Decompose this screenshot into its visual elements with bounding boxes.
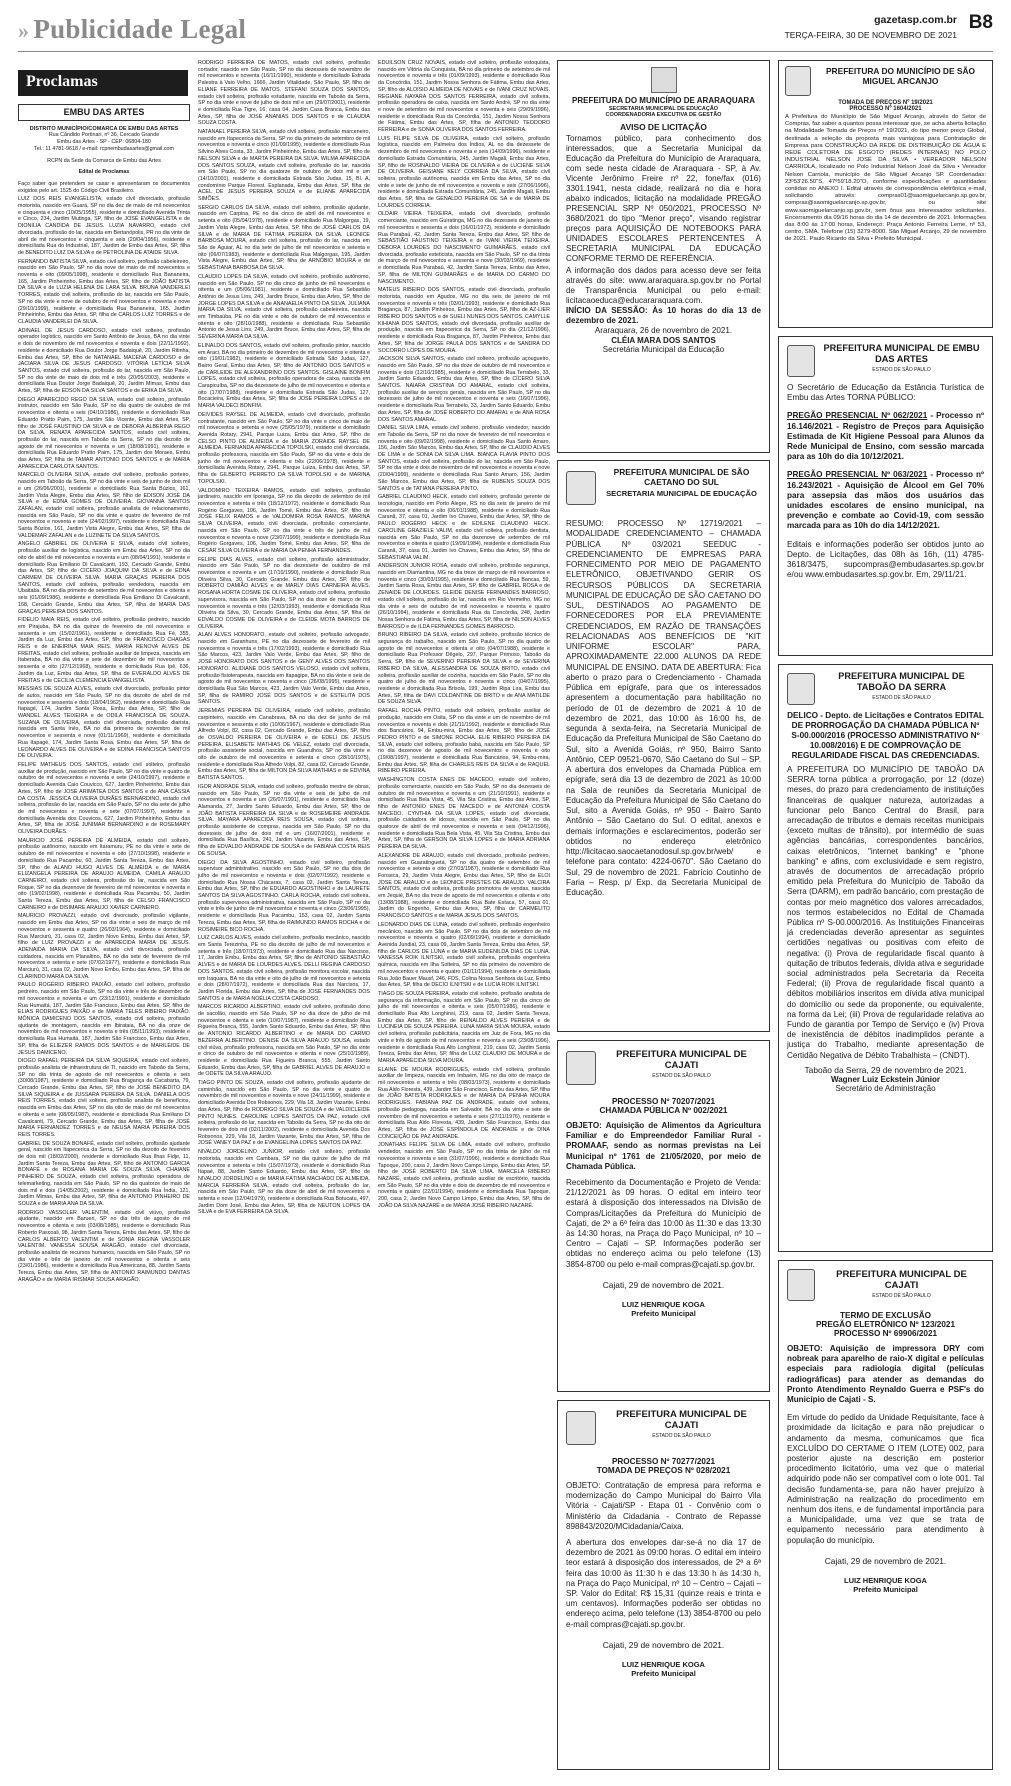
notice-body: RESUMO: PROCESSO Nº 12719/2021 – MODALIDADE CREDENCIAMENTO – CHAMADA PÚBLICA Nº 03/2021 SEEDUC - CREDENCIAMENTO DE EMPRESAS PARA FORNECIMENTO POR MEIO DE PAGAMENTO ELETRÔNICO, OBJETIVANDO GERIR OS RECURSOS PÚBLICOS DA SECRETARIA MUNICIPAL DE EDUCAÇÃO DE SÃO CAETANO DO SUL, DESTINADOS AO PAGAMENTO DE FORNECEDORES POR ELA PREVIAMENTE CREDENCIADOS, EM RAZÃO DE TRANSAÇÕES RELACIONADAS AOS BENEFÍCIOS DE "KIT UNIFORME ESCOLAR" PARA, APROXIMADAMENTE 22.000 ALUNOS DA REDE MUNICIPAL DE ENSINO. DATA DE ABERTURA: Fica aberto o prazo para o Credenciamento - Chamada Pública em epígrafe, para que os interessados apresentem a documentação para habilitação no período de 01 de dezembro de 2021 à 10 de dezembro de 2021, das 10:00 às 16:00 hs, de segunda à sexta-feira, na Secretaria Municipal de Educação da Prefeitura Municipal de São Caetano do Sul, sito a Avenida Goiás, nº 950, Bairro Santo Antônio, CEP 09521-0670, São Caetano do Sul – SP. A abertura dos envelopes da Chamada Pública em epígrafe, será dia 13 de dezembro de 2021 às 10:00 na Sala de reuniões da Secretaria Municipal de Educação da Prefeitura Municipal de São Caetano do Sul, sito a Avenida Goiás, nº 950 - Bairro Santo Antônio – São Caetano do Sul. O edital, anexos e demais informações e esclarecimentos, poderão ser obtidos no endereço eletrônico http://licitacao.saocaetanodosul.sp.gov.br/web/ e telefone para contato: 4224-0670". São Caetano do Sul, 29 de novembro de 2021. Fabrício Coutinho de Faria – Resp. p/ Exp. da Secretaria Municipal de Educação.: [566, 519, 761, 897]
list-item: MATEUS RIBEIRO DOS SANTOS, estado civil divorciado, profissão motorista, nascido em Agudos, MG no dia seis de janeiro de mil novecentos e noventa e três (03/01/1993), residente e domiciliado Rua Bragança, 87, Jardim Pinheiros, Embu das Artes, SP, filho de AZ-LIER RIBEIRO DOS SANTOS e de SUELI NUNES DOS SANTOS. CAMYLLE KIHIANA DOS SANTOS, estado civil divorciada, profissão auxiliar de produção, nascida em Itapecerica da Serra, SP no dia (21/12/1996), residente e domiciliada Rua Bragança, 87, Jardim Pinheiros, Embu das Artes, SP, filha de JORGE PAULA DOS SANTOS e de SANDRA DO SOCORRO LOPES DE MOURA.: [378, 287, 550, 354]
list-item: MESSIAS DE SOUZA ALVES, estado civil divorciado, profissão pintor de autos, nascido em São Paulo, SP no dia dezoito de abril de mil novecentos e sessenta e dois (18/04/1962), residente e domiciliado Rua Itapagé, 174, Jardim Santa Rosa, Embu das Artes, SP, filho de WANDEL ALVES TEIXEIRA e de ODILA FRANCISCA DE SOUZA. SUZANA DE OLIVEIRA, estado civil divorciada, profissão diarista, nascida em Santa Inês, BA no dia primeiro de novembro de mil novecentos e sessenta e nove (01/11/1969), residente e domiciliada Rua Itapagé, 174, Jardim Santa Rosa, Embu das Artes, SP, filha de LEONARDO ALVES DE OLIVEIRA e de EDINA FRANCISCA SANTOS DE OLIVEIRA.: [18, 686, 190, 760]
column-1-entries: [18, 196, 190, 1283]
list-item: FIDELIO MAIA REIS, estado civil solteiro, profissão pedreiro, nascido em Pirajuba, BA no dia quinze de fevereiro de mil novecentos e sessenta e um (15/02/1961), residente e domiciliado Rua Fé, 355, Jardim da Luz, Embu das Artes, SP, filho de FRANCISCO CHAGAS REIS e de ENEIRINA MAIA REIS. MARIA RENOVA ALVES DE FREITAS, estado civil solteira, profissão auxiliar de limpeza, nascida em Itaberaba, BA no dia vinte e sete de dezembro de mil novecentos e sessenta e oito (27/12/1968), residente e domiciliada Rua Ipê, 636, Jardim da Luz, Embu das Artes, SP, filha de EVERALDO ALVES DE FREITAS e de CECILIA CLEMENCIA EVANGELISTA.: [18, 617, 190, 684]
list-item: OLDAIR VIEIRA TEIXEIRA, estado civil divorciado, profissão comerciante, nascido em Guiratinga, MG no dia dezesseis de janeiro de mil novecentos e sessenta e dois (16/01/1972), residente e domiciliado Rua Parabaú, 42, Jardim Santa Tereza, Embu das Artes, SP, filho de SEBASTIÃO FAUSTINO TEIXEIRA e de IVANI VIEIRA TEIXEIRA. DÉBORA LOURDES DO NASCIMENTO GUIMARÃES, estado civil divorciada, profissão esteticista, nascida em São Paulo, SP no dia trinta de março de mil novecentos e sessenta e nove (30/03/1969), residente e domiciliada Rua Parabaú, 42, Jardim Santa Tereza, Embu das Artes, SP, filha de MILTON GUIMARÃES e de MARIA DO CARMO DO NASCIMENTO.: [378, 211, 550, 285]
list-item: LUIZ DOS REIS EVANGELISTA, estado civil divorciado, profissão motorista, nascido em Guará, SP no dia dez de maio de mil novecentos e cinquenta e cinco (10/05/1955), residente e domiciliado Avenida Trinta e Cinco, 234, Jardim Mutinga, SP, filho de JOSÉ EVANGELISTA e de DIONILIA CANDIDA DE JESUS. LUZIA NAVARRO, estado civil divorciada, profissão do lar, nascida em Bertanópolis, PR no dia vinte de abril de mil novecentos e cinquenta e seis (20/04/1956), residente e domiciliada Rua do Industrial, 187, Jardim de Embu das Artes, SP, filha de BENEDITO LUIZ DA SILVA e de PETROLINA DE ATAIDE SILVA.: [18, 196, 190, 256]
notice-heading: PREGÃO ELETRÔNICO Nº 123/2021: [815, 1320, 956, 1329]
notice-subtitle: SECRETARIA MUNICIPAL DE EDUCAÇÃO: [606, 489, 757, 498]
sao-miguel-crest-icon: [785, 66, 811, 96]
list-item: ALAN ALVES HONORATO, estado civil solteiro, profissão advogado, nascido em Garanhuns, PE no dia dezessete de fevereiro de mil novecentos e noventa e três (17/02/1993), residente e domiciliado Rua São Marcos, 423, Jardim Valo Verde, Embu das Artes, SP, filho de JOSÉ HONORATO DOS SANTOS e de GENY ALVES DOS SANTOS HONORATO. ALIDIANE DOS SANTOS VELOSO, estado civil solteira, profissão fisioterapeuta, nascida em Itapagipe, BA no dia vinte e seis de agosto de mil novecentos e noventa e cinco (26/08/1995), residente e domiciliada Rua São Marcos, 423, Jardim Valo Verde, Embu das Artes, SP, filha de RAMIRO JOSÉ DOS SANTOS e de ESTELITA DOS SANTOS.: [198, 632, 370, 706]
notice-state: ESTADO DE SÃO PAULO: [652, 1073, 711, 1079]
notice-body: Em virtude do pedido da Unidade Requisitante, face à proximidade da licitação e para não prejudicar o andamento da mesma, comunicamos que fica EXCLUÍDO DO CERTAME O ITEM (LOTE) 002, para posterior ajuste na descrição em posterior procedimento licitatório, uma vez que o material adquirido pode não ser compatível com o lote 001. Tal decisão fundamenta-se, para não haver prejuízo à Administração na realização do procedimento em nenhum dos itens, e de fundamental importância para a Municipalidade, uma vez que se trata de equipamento necessário para atendimento à população do município.: [787, 1413, 984, 1545]
sao-miguel-arcanjo-notice: [778, 60, 993, 328]
edital-title: Edital de Proclamas: [78, 169, 130, 176]
embu-prefeitura-notice: [778, 336, 993, 656]
list-item: BRUNO RIBEIRO DA SILVA, estado civil solteiro, profissão técnico de segurança do trabalho, nascido em São Paulo, SP no dia quatro de agosto de mil novecentos e oitenta e oito (04/07/1988), residente e domiciliado Rua Professor Dêgelo, 297, Parque Primoso, Taboão da Serra, SP, filho de SEVERINO PEREIRA DA SILVA e de SEVERINA RIBEIRO DA SILVA. ALESSANDRA DE SOUZA BRITO, estado civil solteira, profissão auxiliar de cozinha, nascida em São Paulo, SP no dia quatro de julho de mil novecentos e noventa e cinco (04/07/1995), residente e domiciliada Rua Brisola, 199, Jardim Ripa Lira, Embu das Artes, SP, filha de DAVI COLDANTINE DE BRITO e de ANA MATILDE DE SOUZA SILVA.: [378, 632, 550, 706]
list-item: ANDERSON JUNIOR ROSA, estado civil solteiro, profissão segurança, nascido em Diamantina, MG no dia treze de março de mil novecentos e noventa e cinco (30/03/1995), residente e domiciliado Rua Bancas, 59, Jardim Santa Rosa, Embu das Artes, SP, filho de GABRIEL ROSA e de ZENAIDE DE LOURDES. GLEIDE DENISE FERNANDES BARROSO, estado civil solteira, profissão do lar, nascida em Rio Vermelho, MG no dia vinte e seis de outubro de mil novecentos e noventa e quatro (26/10/1994), residente e domiciliada Rua da Concórdia, 248, Jardim Nossa Senhora de Fátima, Embu das Artes, SP, filha de NILSON ALVES BARROSO e de ILDA FERNANDES GOMES BARROSO.: [378, 563, 550, 630]
registry-office: DISTRITO MUNICÍPIO/COMARCA DE EMBU DAS ARTES: [29, 125, 179, 132]
notice-date: Cajati, 29 de novembro de 2021.: [602, 1639, 725, 1650]
registry-rcpn: RCPN da Sede da Comarca de Embu das Artes: [47, 157, 161, 164]
notice-body: Tornamos público, para conhecimento dos interessados, que a Secretaria Municipal da Educação da Prefeitura do Município de Araraquara, com sede nesta cidade de Araraquara - SP, à Av. Vicente Jerônimo Freire nº 22, fone/fax (016) 3301.1941, nesta cidade, realizará no dia e hora abaixo indicados, licitação na modalidade PREGÃO PRESENCIAL SRP Nº 050/2021, PROCESSO Nº 3680/2021 do tipo "Menor preço", visando registrar preços para AQUISIÇÃO DE NOTEBOOKS PARA UNIDADES ESCOLARES PERTENCENTES À SECRETARIA MUNICIPAL DA EDUCAÇÃO CONFORME TERMO DE REFERÊNCIA.: [566, 133, 761, 263]
list-item: RAFAEL ROCHA PINTO, estado civil solteiro, profissão auxiliar de produção, nascido em Osita, SP no dia vinte e um de novembro de mil novecentos e noventa e dois (21/11/1992), residente e domiciliado Rua dos Bancários, 94, Embu-mira, Embu das Artes, SP, filho de JOSÉ PEDRO PINTO e de SIMONE ROCHA. ELIE RIBEIRO PEREIRA DA SILVA, estado civil solteira, profissão babá, nascida em São Paulo, SP no dia dezenove de agosto de mil novecentos e noventa e oito (19/08/1997), residente e domiciliada Rua Bancários, 94, Embu-mira, Embu das Artes, SP, filha de CHARLES REIS DA SILVA e de RAQUEL RIBEIRO PEREIRA.: [378, 708, 550, 775]
list-item: FERNANDO BATISTA SILVA, estado civil solteiro, profissão cabeleireiro, nascido em São Paulo, SP no dia nove de maio de mil novecentos e noventa e oito (09/05/1998), residente e domiciliado Rua Bananeira, 165, Jardim Pinheirinho, Embu das Artes, SP, filho de JOÃO BATISTA DA SILVA e de LUZIA HELENA DE LARA SILVA. BRUNA VANDERLEI TORRES, estado civil solteira, profissão do lar, nascida em São Paulo, SP no dia vinte e nove de outubro de mil novecentos e noventa e nove (29/10/1999), residente e domiciliada Rua Bananeira, 165, Jardim Pinheirinho, Embu das Artes, SP, filha de CARLOS LUIZ TORRES e de CLAUDIA VANDERLEI DA SILVA.: [18, 258, 190, 325]
taboao-notice: [778, 664, 993, 1252]
notice-body: A PREFEITURA DO MUNICÍPIO DE TABOÃO DA SERRA torna pública a prorrogação, por 12 (doze) meses, do prazo para credenciamento de instituições financeiras de qualquer natureza, autorizadas a funcionar pelo Banco Central do Brasil, para arrecadação de tributos e demais receitas municipais (exceto multas de trânsito), por intermédio de suas agências bancárias, correspondentes bancários, caixas eletrônicos, "internet banking" e "phone banking" e afins, com exclusividade e sem registro, através de documentos de arrecadação próprio emitido pela Prefeitura do Município de Taboão da Serra (DARM), em padrão bancário, com prestação de contas por meio magnético dos valores arrecadados, nos termos estabelecidos no Edital de Chamada Pública nº S-00.000/2016. As Instituições Financeiras já credenciadas deverão apresentar as seguintes certidões negativas ou positivas com efeito de negativa: (i) Prova de regularidade fiscal quanto à quitação de tributos federais, dívida ativa e seguridade social administrados pela Secretaria da Receita Federal; (ii) Prova de regularidade fiscal quanto a débitos mobiliários inscritos em dívida ativa municipal do domicílio ou sede da proponente, ou equivalente, na forma da Lei; (iii) Prova de regularidade relativa ao Fundo de garantia por Tempo de Serviço e (iv) Prova de inexistência de débitos inadimplidos perante a justiça do Trabalho, mediante apresentação de Certidão Negativa de Débito Trabalhista – (CNDT).: [787, 765, 984, 1060]
notice-signer: LUIZ HENRIQUE KOGA: [844, 1576, 927, 1586]
edital-intro: Faço saber que pretendem se casar e apresentaram os documentos exigidos pelo art. 1525 do Código Civil Brasileiro.: [18, 180, 190, 194]
list-item: RODRIGO VASSOLER VALENTIM, estado civil viúvo, profissão ajudante, nascido em Barueri, SP no dia três de agosto de mil novecentos e oitenta e seis (03/08/1985), residente e domiciliado Rua Roberto Pascoali, 98, Jardim Santa Tereza, Embu das Artes, SP, filho de CARLOS ALBERTO VALENTIM e de SONIA REGINA VASSOLER VALENTIM. VANESSA SOUSA ARAGÃO, estado civil divorciada, profissão analista de recursos humanos, nascida em São Paulo, SP no dia vinte e três de janeiro de mil novecentos e oitenta e seis (23/01/1986), residente e domiciliada Rua Americana, 88, Jardim Santa Tereza, Embu das Artes, SP, filha de ANTONIO RAIMUNDO DANTAS ARAGÃO e de MARIA IRISMAR SOUSA ARAGÃO.: [18, 1209, 190, 1283]
list-item: IGOR ANDRADE SILVA, estado civil solteiro, profissão mestre de obras, nascido em São Paulo, SP no dia vinte e seis de julho de mil novecentos e noventa e um (26/07/1991), residente e domiciliado Rua Alamanda, 27, Jardim Santo Eduardo, Embu das Artes, SP, filho de JOÃO BATISTA FERREIRA DA SILVA e de ROSEMEIRE ANDRADE SILVA. MAYARA APARECIDA REIS SOUSA, estado civil solteira, profissão assistente de compras, nascida em São Paulo, SP no dia dezesseis de julho de dois mil e um (16/07/2001), residente e domiciliada Rua Basílica, 241, Jardim Vazante, Embu das Artes, SP, filha de EDVALDO ANDRADE DE SOUSA e de FABIANA COSTA REIS DE SOUSA.: [198, 783, 370, 857]
pregao-063-body: - Processo nº 16.243/2021 - Aquisição de Álcool em Gel 70% para assepsia das mãos dos usuários das unidades escolares de ensino municipal, na prevenção e combate ao Covid-19, com sessão marcada para as 10h do dia 14/12/2021.: [787, 470, 985, 531]
list-item: TIAGO DE SOUZA PEREIRA, estado civil solteiro, profissão analista de segurança da informação, nascido em São Paulo, SP no dia cinco de julho de mil novecentos e oitenta e seis (05/07/1986), residente e domiciliado Rua Alto Longhinsi, 219, casa 02, Jardim Santa Tereza, Embu das Artes, SP, filho de REINALDO ALVES PEREIRA e de LUCINEIA DE SOUZA PEREIRA. LUNA MARIA SILVA MOURA, estado civil solteira, profissão publicitária, nascida em Juiz de Fora, MG no dia vinte e três de agosto de mil novecentos e noventa e seis (23/08/1996), residente e domiciliada Rua Alto Longhinsi, 219, casa 02, Jardim Santa Tereza, Embu das Artes, SP, filha de LUIZ CLAUDIO DE MOURA e de MARIA APARECIDA SILVA MOURA.: [378, 990, 550, 1064]
notice-title: PREFEITURA DO MUNICÍPIO DE ARARAQUARA: [572, 96, 755, 105]
notice-title: PREFEITURA MUNICIPAL DE CAJATI: [616, 1049, 747, 1071]
list-item: LUIZ CARLOS ALVES, estado civil solteiro, profissão mecânico, nascido em Santa Terezinha, PE no dia dezoito de julho de mil novecentos e setenta e três (18/07/1973), residente e domiciliado Rua das Narcisos, 17, Jardim Embu, Embu das Artes, SP, filho de ANTONIO SEBASTIÃO ALVES e de MARIA DE LOURDES ALVES. DELLI REGINA CARDOSO DOS SANTOS, estado civil solteira, profissão monitora escolar, nascida em Iraquara, BA no dia vinte e oito de julho de mil novecentos e setenta e dois (28/07/1972), residente e domiciliada Rua das Narcisos, 17, Jardim Florida, Embu das Artes, SP, filha de JOSÉ FERNANDES DOS SANTOS e de MARIA NOÉLIA COSTA CARDOSO.: [198, 935, 370, 1002]
notice-heading: DELICO - Depto. de Licitações e Contratos EDITAL DE PRORROGAÇÃO DA CHAMADA PÚBLICA Nº S-00.000/2016 (PROCESSO ADMINISTRATIVO Nº 10.008/2016) E DE COMPROVAÇÃO DE REGULARIDADE FISCAL DAS CREDENCIADAS.: [787, 711, 984, 760]
notice-process: PROCESSO Nº 70207/2021: [611, 1097, 716, 1106]
registry-contact: Tel.: 11 4781-9618 / e-mail: rcpnembudasartes@gmail.com: [34, 145, 174, 152]
sao-caetano-crest-icon: [566, 471, 596, 505]
list-item: JACKSON SILVA SANTOS, estado civil solteiro, profissão açougueiro, nascido em São Paulo, SP no dia doze de outubro de mil novecentos e noventa e dois (12/10/1985), residente e domiciliado Rua Terrabelo, 33, Jardim Santo Eduardo, Embu das Artes, SP, filho de CÍCERO SILVA SANTOS. NAIARA CRISTINA DO AMARAL, estado civil solteira, profissão auxiliar de serviços gerais, nascida em São Paulo, SP no dia dezesseis de julho de mil novecentos e noventa e seis (16/07/1996), residente e domiciliada Rua Terrabelo, 33, Jardim Santo Eduardo, Embu das Artes, SP, filha de JOSÉ ROBERTO DO AMARAL e de ANA ROSA DOS SANTOS AMARAL.: [378, 356, 550, 423]
list-item: GABRIEL DE SOUZA BONAFÉ, estado civil solteiro, profissão ajudante geral, nascido em Itapecerica da Serra, SP no dia dezoito de fevereiro de dois mil (18/02/2000), residente e domiciliado Rua Ilhas Fidje, 11, Jardim Santa Tereza, Embu das Artes, SP, filho de ANTONIO GARCIA BONAFÉ e de ROSANA MARIA DE SOUZA SILVA. CHAIANE PINHEIRO DE SOUZA, estado civil solteira, profissão operadora de telemarketing, nascida em São Paulo, SP no dia quatorze de maio de dois mil e dois (14/05/2002), residente e domiciliada Rua Índia, 121, Jardim Mimas, Embu das Artes, SP, filha de ANTONIO PINHEIRO DE SOUZA e de MARIA ANA DA SILVA.: [18, 1140, 190, 1207]
notice-session: INÍCIO DA SESSÃO: Às 10 horas do dia 13 de dezembro de 2021.: [566, 305, 761, 325]
list-item: DIEGO DA SILVA AGOSTINHO, estado civil solteiro, profissão supervisor administrativo, nascido em São Paulo, SP no dia dois de julho de mil novecentos e noventa e dois (02/07/1992), residente e domiciliado Rua Nossa Chácaras, 7, casa 02, Jardim Santa Tereza, Embu das Artes, SP, filho de EDUARDO AGOSTINHO e de LAURETE SANTOS DA SILVA AGOSTINHO. CARLA ROCHA, estado civil solteira, profissão supervisora administrativa, nascida em São Paulo, SP no dia vinte e três de junho de mil novecentos e noventa e cinco (23/06/1995), residente e domiciliada Rua Pacambu, 153, casa 02, Jardim Santa Tereza, Embu das Artes, SP, filha de RAIMUNDO RAMOS ROCHA e de ROSIMEIRE BICO ROCHA.: [198, 859, 370, 933]
list-item: WASHINGTON COSTA ENES DE MACEDO, estado civil solteiro, profissão comerciante, nascido em São Paulo, SP no dia dezesseis de outubro de mil novecentos e noventa e um (21/10/1991), residente e domiciliado Rua Bela Vista, 45, Vila Sta Cristina, Embu das Artes, SP, filho de ANTONIO ENES DE MACEDO e de ANTONIA COSTA MACEDO. CYNTHIA DA SILVA LOPES, estado civil divorciada, profissão cuidadora de idosos, nascida em São Paulo, SP no dia quatorze de abril de mil novecentos e noventa e seis (04/12/1996), residente e domiciliada Rua Bela Vista, 45, Vila Sta Cristina, Embu das Artes, SP, filha de GERSON DA SILVA LOPES e de MARIA ADRIANA PEREIRA DA SILVA.: [378, 777, 550, 851]
notice-heading: AVISO DE LICITAÇÃO: [620, 121, 707, 132]
notice-heading: PROCESSO Nº 69906/2021: [833, 1329, 938, 1338]
proclamas-column-1: [18, 102, 190, 1770]
list-item: LEONARDO DIAS DE LUNA, estado civil solteiro, profissão engenheiro mecânico, nascido em São Paulo, SP no dia dois de setembro de mil novecentos e noventa e quatro (02/09/1994), residente e domiciliado Avenida Jundiaí, 23, casa 09, Jardim Santa Tereza, Embu das Artes, SP, filho de CARLOS DE LUNA e de MARIA EUDENILDA DIAS DE LUNA. VANESSA ROIK ILNITSKI, estado civil solteira, profissão engenheira química, nascida em Ilha Solteira, SP no dia primeiro de novembro de mil novecentos e noventa e quatro (01/11/1994), residente e domiciliada Rua João Bauer Mausf, 246, FDS, Colina Nossa Senhora da Luz, Embu das Artes, SP, filha de DECIO ILNITSKI e de LUCIA ROIK ILNITSKI.: [378, 921, 550, 989]
notice-date: Cajati, 29 de novembro de 2021.: [602, 1279, 725, 1290]
notice-signer: CLÉIA MARA DOS SANTOS: [611, 335, 716, 345]
notice-title: PREFEITURA MUNICIPAL DE SÃO CAETANO DO SUL: [613, 467, 750, 487]
list-item: JONATHAS FELIPE SILVA DE LIMA, estado civil solteiro, profissão vendedor, nascido em São Paulo, SP no dia trinta de julho de mil novecentos e noventa e seis (31/07/1996), residente e domiciliado Rua Tapoque, 200, casa 2, Jardim Novo Campo Limpo, Embu das Artes, SP, filho de JOSÉ ROBERTO DA SILVA LIMA. MARCELA RIBEIRO NAZARÉ, estado civil solteira, profissão auxiliar de escritório, nascida em São Paulo, SP no dia vinte e dois de dezembro de mil novecentos e noventa e quatro (22/01/1994), residente e domiciliada Rua Tapoque, 200, casa 2, Jardim Novo Campo Limpo, Embu das Artes, SP, filha de JOÃO DA SILVA NAZARÉ e de MARIA JOSÉ RIBEIRO NAZARÉ.: [378, 1142, 550, 1209]
notice-body: Recebimento da Documentação e Projeto de Venda: 21/12/2021 às 09 horas. O edital em inteiro teor estará à disposição dos interessados na Divisão de Compras/Licitações da Prefeitura do Município de Cajati, de 2ª a 6ª feira das 10:00 às 11:30 e das 13:30 às 14:30 horas, na Praça do Paço Municipal, nº 10 – Centro – Cajati – SP. Informações poderão ser obtidas no endereço acima ou pelo telefone (13) 3854-8700 ou pelo e-mail compras@cajati.sp.gov.br.: [566, 1178, 761, 1269]
pregao-063-title: PREGÃO PRESENCIAL Nº 063/2021: [787, 470, 928, 480]
list-item: PAULO ROGÉRIO RIBEIRO PAIXÃO, estado civil solteiro, profissão pedreiro, nascido em São Paulo, SP no dia vinte e três de dezembro de mil novecentos e noventa e um (23/12/1991), residente e domiciliado Rua Humaitá, 187, Jardim São Francisco, Embu das Artes, SP, filho de ELIAS RODRIGUES PAIXÃO e de MARIA TELES RIBEIRO PAIXÃO. MÔNICA DAMICENO DOS SANTOS, estado civil solteira, profissão ajudante de montagem, nascida em Ibirataia, BA no dia onze de novembro de mil novecentos e noventa e três (05/11/1993), residente e domiciliada Rua Humaitá, 187, Jardim São Francisco, Embu das Artes, SP, filha de ELIEZER RAMOS DOS SANTOS e de MARILEIDE DE JESUS DAMICENO.: [18, 982, 190, 1056]
pregao-063: [787, 470, 984, 531]
notice-role: Prefeito Municipal: [631, 1669, 696, 1679]
list-item: LUIS FILIPE SILVA DE OLIVEIRA, estado civil solteiro, profissão logística, nascido em Palmeira dos Índios, AL no dia dezessete de dezembro de mil novecentos e noventa e seis (14/09/1996), residente e domiciliado Estrada Comunitária, 245, Jardim Magali, Embu das Artes, SP, filho de ROSINALDO VIEIRA DE OLIVEIRA e de LUCIENE SILVA DE OLIVEIRA. GEISIANE KELY CORREIA DA SILVA, estado civil solteira, profissão autônoma, nascida em Embu das Artes, SP no dia vinte e sete de junho de mil novecentos e noventa e seis (27/06/1996), residente e domiciliada Estrada Comunitária, 245, Jardim Magali, Embu das Artes, SP, filha de GENALDO PEREIRA DE SÁ e de MARIA DE LOURDES CORREIA.: [378, 135, 550, 209]
pregao-062-title: PREGÃO PRESENCIAL Nº 062/2021: [787, 411, 928, 421]
cajati-crest-icon: [566, 1411, 596, 1445]
notice-intro: O Secretário de Educação da Estância Turística de Embu das Artes TORNA PÚBLICO:: [787, 383, 984, 403]
notice-title: PREFEITURA MUNICIPAL DE TABOÃO DA SERRA: [838, 671, 965, 692]
notice-tp: TOMADA DE PREÇOS Nº 19/2021: [838, 100, 933, 106]
notice-state: ESTADO DE SÃO PAULO: [872, 367, 931, 373]
list-item: ELAINE DE MOURA RODRIGUES, estado civil solteira, profissão auxiliar de limpeza, nascida em Imbaém, MG no dia oito de março de mil novecentos e setenta e três (08/03/1973), residente e domiciliada Rua Aldo Floresta, 439, Jardim São Francisco, Embu das Artes, SP, filha de JOÃO BATISTA RODRIGUES e de MARIA DA PENHA MOURA RODRIGUES. FABIANA PAZ DE ANDRADE, estado civil solteira, profissão pedagoga, nascida em Salvador, BA no dia vinte e sete de novembro de mil novecentos e setenta e seis (27/11/1976), residente e domiciliada Rua Aldo Floresta, 439, Jardim São Francisco, Embu das Artes, SP, filha de JOSÉ ESPÍNDOLA DE ANDRADE e de DINA CONCEIÇÃO DE PAZ ANDRADE.: [378, 1066, 550, 1140]
notice-call: TOMADA DE PREÇOS Nº 028/2021: [596, 1466, 731, 1475]
notice-state: ESTADO DE SÃO PAULO: [652, 1433, 711, 1439]
list-item: EDUILSON CRUZ NOVAIS, estado civil solteiro, profissão estoquista, nascido em Vitória da Conquista, BA no dia primeiro de setembro de mil novecentos e noventa e três (01/09/1993), residente e domiciliado Rua da Concórdia, 151, Jardim Nossa Senhora de Fátima, Embu das Artes, SP, filho de ALOISIO ALMEIDA DE NOVAIS e de IVANI CRUZ NOVAIS. REGIANE NAYARA DOS SANTOS FERREIRA, estado civil solteira, profissão operadora de caixa, nascida em Santo André, SP no dia vinte e nove de setembro de mil novecentos e noventa e seis (29/09/1996), residente e domiciliada Rua da Concórdia, 151, Jardim Nossa Senhora de Fátima, Embu das Artes, SP, filha de ANTONIO TEODORO FERREIRA e de SONIA OLIVEIRA DOS SANTOS FERREIRA.: [378, 60, 550, 134]
notice-role: Secretário de Administração: [835, 1084, 936, 1094]
pregao-062-body: - Processo nº 16.146/2021 - Registro de Preços para Aquisição Estimada de Kit Higiene Pessoal para Alunos da Rede Municipal de Ensino, com sessão marcada para as 10h do dia 10/12/2021.: [787, 411, 985, 462]
notice-heading: TERMO DE EXCLUSÃO: [840, 1311, 931, 1320]
list-item: GABRIEL CLAUDINO HECK, estado civil solteiro, profissão gerente de tecnologia, nascido em Porto Alegre, RS no dia seis de janeiro de mil novecentos e oitenta e oito (06/01/1988), residente e domiciliado Rua Caranã, 37, casa 01, Jardim Ivo Chaves, Embu das Artes, SP, filho de PAULO ROGÉRIO HECK e de EDILENE CLAUDINO HECK. CAROLINE GRAZIELE VALIM, estado civil solteira, profissão dentista, nascida em São Paulo, SP no dia dezenove de setembro de mil novecentos e oitenta e quatro (19/09/1984), residente e domiciliada Rua Caranã, 37, casa 01, Jardim Ivo Chaves, Embu das Artes, SP, filha de SEBASTIANA VALIM.: [378, 494, 550, 561]
list-item: SERGIO CARLOS DA SILVA, estado civil solteiro, profissão ajudante, nascido em Carpina, PE no dia cinco de abril de mil novecentos e setenta e oito (05/04/1978), residente e domiciliado Rua Malgorgas, 19, Jardim Vista Alegre, Embu das Artes, SP, filho de JOSÉ CARLOS DA SILVA e de MARIA DE FÁTIMA PEREIRA DA SILVA. LEONICE BARBOSA MOURA, estado civil solteira, profissão do lar, nascida em São de Aguiar, AL no dia sete de julho de mil novecentos e setenta e oito (06/07/1983), residente e domiciliada Rua Malgorgas, 195, Jardim Vista Alegre, Embu das Artes, SP, filha de ARNÓBIO MOURA e de SEBASTIANA BARBOSA DA SILVA.: [198, 204, 370, 272]
proclamas-column-2: [198, 60, 370, 1770]
notice-title: PREFEITURA MUNICIPAL DE CAJATI: [836, 1269, 967, 1291]
araraquara-notice: [557, 60, 770, 453]
notice-signer: LUIZ HENRIQUE KOGA: [622, 1300, 705, 1310]
notice-signer: Wagner Luiz Eckstein Júnior: [830, 1075, 941, 1085]
notice-date: Araraquara, 26 de novembro de 2021.: [594, 325, 733, 335]
list-item: FELIPE DIAS ALVES, estado civil solteiro, profissão administrador, nascido em São Paulo, SP no dia dezessete de outubro de mil novecentos e noventa e um (17/10/1990), residente e domiciliado Rua Oliveira Silva, 30, Cercado Grande, Embu das Artes, SP, filho de ROBERTO DAMIÃO ALVES e de MARLY DIAS CARNEIRA ALVES. ROSANA HORTA COSME DE OLIVEIRA, estado civil solteira, profissão supervisora, nascida em São Paulo, SP no dia doze de março de mil novecentos e noventa e três (12/03/1993), residente e domiciliada Rua Oliveira da Silva, 30, Cercado Grande, Embu das Artes, SP, filha de EDVALDO COSME DE OLIVEIRA e de CLEIDE MOTA BARROS DE OLIVEIRA.: [198, 556, 370, 630]
notice-state: ESTADO DE SÃO PAULO: [872, 695, 931, 701]
notice-role: Secretária Municipal da Educação: [602, 344, 725, 354]
notice-title: PREFEITURA DO MUNICÍPIO DE SÃO MIGUEL ARCANJO: [825, 66, 976, 86]
site-url: gazetasp.com.br: [874, 14, 957, 26]
cajati-tomada-notice: [557, 1400, 770, 1770]
double-chevron-icon: »: [18, 18, 30, 43]
embu-crest-icon: [787, 345, 815, 377]
cajati-crest-icon: [787, 1269, 815, 1301]
list-item: DANIEL SILVA LIMA, estado civil solteiro, profissão vendedor, nascido em Taboão da Serra, SP no dia nove de fevereiro de mil novecentos e noventa e oito (09/02/1998), residente e domiciliado Rua Santo Amaro, 156, Jardim São Marcos, Embu das Artes, SP, filho de CLAUDIO ALVES DE LIMA e de SONIA DA SILVA LIMA. BIANCA FLAVIA PINTO DOS SANTOS, estado civil solteira, profissão do lar, nascida em São Paulo, SP no dia vinte e dois de novembro de mil novecentos e noventa e nove (20/04/1999), residente e domiciliada Rua Santo Amaro, 156, Jardim São Marcos, Embu das Artes, SP, filha de RUBENS SOUZA DOS SANTOS e de TATIANA PEREIRA PINTO.: [378, 425, 550, 492]
list-item: JEREMIAS PEREIRA DE OLIVEIRA, estado civil solteiro, profissão carpinteiro, nascido em Canabrava, BA no dia dez de junho de mil novecentos e sessenta e oito (10/06/1967), residente e domiciliado Rua Alfredo Volpi, 82, casa 02, Cercado Grande, Embu das Artes, SP, filho de OSVALDO PEREIRA DE OLIVEIRA e de EDELI DE JESUS PEREIRA. ELISABETE MATHIAS DE VELEZ, estado civil divorciada, profissão assistente social, nascida em Guarulhos, SP no dia vinte e oito de outubro de mil novecentos e setenta e cinco (28/10/1975), residente e domiciliada Rua Alfredo Volpi, 82, casa 02, Cercado Grande, Embu das Artes, SP, filha de MILTON DA SILVA MATHIAS e de EDVINA BATISTA SANTOS.: [198, 708, 370, 782]
cajati-exclusao-notice: [778, 1260, 993, 1770]
cajati-chamada-notice: [557, 1040, 770, 1392]
list-item: DIEGO APARECIDO REGO DA SILVA, estado civil solteiro, profissão instrutor, nascido em São Paulo, SP no dia quatro de outubro de mil novecentos e oitenta e seis (04/10/1986), residente e domiciliado Rua Eduardo Pratto Paim, 175, Jardim São Vicente, Embu das Artes, SP, filho de JOSÉ FAUSTINO DA SILVA e de DEBORA ALBERINA REGO DA SILVA. RENATA APARECIDA SANTOS, estado civil solteira, profissão do lar, nascida em Taboão da Serra, SP no dia dezoito de agosto de mil novecentos e noventa e um (18/08/1991), residente e domiciliada Rua Eduardo Pratto Paim, 175, Jardim dos Moraes, Embu das Artes, SP, filha de TAMAR ANTONIO DOS SANTOS e de MARIA APARECIDA CARLOTA SANTOS.: [18, 396, 190, 470]
list-item: MARCOS RICARDO ALBERTINO, estado civil solteiro, profissão dono de sacolão, nascido em São Paulo, SP no dia doze de julho de mil novecentos e oitenta e sete (10/07/1987), residente e domiciliado Rua Figueira Branca, 555, Jardim Santo Eduardo, Embu das Artes, SP, filho de ANTONIO RICARDO ALBERTINO e de MARIA DO CARMO BEZERRA ALBERTINO. DENISE DA SILVA ARAUJO SOUSA, estado civil viúva, profissão professora, nascida em São Paulo, SP no dia vinte e cinco de outubro de mil novecentos e oitenta e nove (25/10/1989), residente e domiciliada Rua Figueira Branca, 555, Jardim Santo Eduardo, Embu das Artes, SP, filha de GABRIEL ALVES DE ARAUJO e de ODETE DA SILVA ARAUJO.: [198, 1004, 370, 1078]
list-item: RODRIGO FERREIRA DE MATOS, estado civil solteiro, profissão cortador, nascido em São Paulo, SP no dia dezesseis de novembro de mil novecentos e noventa (16/11/1990), residente e domiciliado Estrada Palestra à Vaio Velho, 1666, Jardim Vitalidade, São Paulo, SP, filho de ELIANE FERREIRA DE MATOS. STEFANI SOUZA DOS SANTOS, estado civil solteira, profissão estudante, nascida em Taboão da Serra, SP no dia vinte e nove de julho de dois mil e um (29/07/2001), residente e domiciliada Rua Tigre, 16, casa 04, Jardim Casa Branca, Embu das Artes, SP, filha de JOSÉ ANANIAS DOS SANTOS e de CLAUDIA SOUZA COSTA.: [198, 60, 370, 127]
list-item: FELIPE MATHEUS DOS SANTOS, estado civil solteiro, profissão auxiliar de produção, nascido em São Paulo, SP no dia vinte e quatro de outubro de mil novecentos e noventa e sete (24/10/1997), residente e domiciliado Avenida Caio Couvicco, 627, Jardim Pinheirinho, Embu das Artes, SP, filho de JOSÉ ARIMATEA DOS SANTOS e de ANA CÁSSIA DA COSTA. JESSICA OLIVEIRA DURÃES BERNARDINO, estado civil solteira, profissão do lar, nascida em São Paulo, SP no dia sete de julho de mil novecentos e noventa e sete (07/07/1997), residente e domiciliada Avenida dos Couvicos, 627, Jardim Pinheirinho, Embu das Artes, SP, filha de JOSÉ JUNIMAR BERNARDINO e de ROSEMARY OLIVEIRA DURÃES.: [18, 761, 190, 836]
notice-object: OBJETO: Contratação de empresa para reforma e modernização do Campo Municipal do Bairro Vila Vitória - Cajati/SP - Etapa 01 - Convênio com o Ministério da Cidadania - Contrato de Repasse 898843/2020/MCidadania/Caixa.: [566, 1481, 761, 1531]
list-item: DEIVIDES RAYSEL DE ALMEIDA, estado civil divorciado, profissão contratante, nascido em São Paulo, SP no dia vinte e cinco de maio de mil novecentos e setenta e nove (25/05/1979), residente e domiciliado Avenida Rotary, 2941, Parque Luiza, Embu das Artes, SP, filho de CELSO PINTO DE ALMEIDA e de MARIA ZORAIDE RAYSEL DE ALMEIDA. FERNANDA APARECIDA TOPOLSKI, estado civil divorciada, profissão professora, nascida em São Paulo, SP no dia vinte e dois de junho de mil novecentos e oitenta e três (22/06/1978), residente e domiciliada Avenida Rotary, 2941, Parque Luiza, Embu das Artes, SP, filha de GILBERTO PERRETO DA SILVA TOPOLSKI e de MARINA TOPOLSKI.: [198, 411, 370, 485]
notice-footer: Editais e informações poderão ser obtidos junto ao Depto. de Licitações, das 08h às 16h, (11) 4785-3618/3475, supcompras@embudasartes.sp.gov.br e/ou www.embudasartes.sp.gov.br. Em, 29/11/21.: [787, 539, 984, 580]
notice-role: Prefeito Municipal: [853, 1585, 918, 1595]
registry-address: Rua Cândido Portinari, nº 36, Cercado Grande: [48, 132, 160, 139]
taboao-crest-icon: [787, 673, 815, 705]
registry-title: EMBU DAS ARTES: [18, 104, 190, 121]
list-item: ANGELO GABRIEL DE OLIVEIRA E SILVA, estado civil solteiro, profissão auxiliar de logística, nascido em Embu das Artes, SP no dia oito de abril de mil novecentos e noventa e um (08/04/1991), residente e domiciliado Rua Emiliano Di Cavalcanti, 193, Cercado Grande, Embu das Artes, SP, filho de CICERO JOAQUIM DA SILVA e de EDNA CARMEM DE OLIVEIRA SILVA. MARIA GRAÇAS PEREIRA DOS SANTOS, estado civil solteira, profissão vendedora, nascida em Ubaitaba, BA no dia primeiro de setembro de mil novecentos e oitenta e seis (01/09/1986), residente e domiciliada Rua Emiliano Di Cavalcanti, 168, Cercado Grande, Embu das Artes, SP, filha de MARIA DAS GRAÇAS PEREIRA DOS SANTOS.: [18, 541, 190, 615]
sao-caetano-notice: [557, 460, 770, 1032]
notice-call: CHAMADA PÚBLICA Nº 002/2021: [599, 1106, 728, 1115]
issue-date: TERÇA-FEIRA, 30 DE NOVEMBRO DE 2021: [784, 30, 957, 40]
list-item: NIVALDO JORDELINO JUNIOR, estado civil solteiro, profissão motorista, nascido em Cambara, SP no dia quinze de julho de mil novecentos e setenta e três (15/07/1973), residente e domiciliado Rua Itapaé, 88, Jardim Santo Eduardo, Embu das Artes, SP, filho de NIVALDO JORDELINO e de MARIA FÁTIMA MACHADO DE ALMEIDA. MARCIA FERREIRA SILVA, estado civil solteira, profissão do lar, nascida em São Paulo, SP no dia doze de abril de mil novecentos e setenta e nove (12/04/1979), residente e domiciliada Rua Botucatu, 497, Jardim Dom José, Embu das Artes, SP, filha de NEUTON LOPES DA SILVA e de EVA FERREIRA DA SILVA.: [198, 1149, 370, 1216]
notice-body: A abertura dos envelopes dar-se-á no dia 17 de dezembro de 2021 às 09:00 horas. O edital em inteiro teor estará à disposição dos interessados, de 2ª a 6ª feira das 10:00 às 11:30 h e das 13:30 h às 14:30 h, na Praça do Paço Municipal, nº 10 – Centro – Cajati – SP. Valor do Edital: R$ 15,31 (quinze reais e trinta e um centavos). Informações poderão ser obtidas no endereço acima, pelo telefone (13) 3854-8700 ou pelo e-mail compras@cajati.sp.gov.br.: [566, 1538, 761, 1629]
page-number: B8: [968, 12, 993, 33]
list-item: DIOGO RAFAEL PEREIRA DA SILVA SIQUEIRA, estado civil solteiro, profissão analista de infraestrutura de TI, nascido em Taboão da Serra, SP no dia trinta de agosto de mil novecentos e oitenta e seis (30/08/1987), residente e domiciliado Rua Bragança de Cacabarta, 79, Cercado Grande, Embu das Artes, SP, filho de JOSÉ BENEDITO DA SILVA SIQUEIRA e de JUSSARA PEREIRA DA SILVA. DANIELA DOS REIS TORRES, estado civil solteira, profissão analista de benefícios, nascida em Embu das Artes, SP no dia oito de maio de mil novecentos e oitenta e sete (08/05/1987), residente e domiciliada Rua Emiliano Di Cavalcanti, 79, Cercado Grande, Embu das Artes, SP, filha de JOSÉ MARIA FERNANDEZ TORRES e de NEUSA MARIA PEREIRA DOS REIS TORRES.: [18, 1058, 190, 1138]
notice-object: OBJETO: Aquisição de Alimentos da Agricultura Familiar e do Empreendedor Familiar Rural - PROMAAF, sendo as normas previstas na Lei Municipal nº 1761 de 21/05/2020, por meio de Chamada Pública.: [566, 1121, 761, 1171]
notice-process: PROCESSO Nº 70277/2021: [611, 1457, 716, 1466]
logo-text: Publicidade Legal: [33, 14, 247, 44]
list-item: VALDOMIRO TEIXEIRA RAMOS, estado civil solteiro, profissão jardineiro, nascido em Iporanga, SP no dia dezoito de setembro de mil novecentos e setenta e três (18/12/1972), residente e domiciliado Rua Rogério Gorgaves, 106, Jardim Tomé, Embu das Artes, SP, filho de JOSÉ FELIX RAMOS e de VALDOMIRA ROSA RAMOS. MARINA SILVA OLIVEIRA, estado civil divorciada, profissão comerciante, nascida em São Paulo, SP no dia vinte e três de junho de mil novecentos e noventa e nove (23/07/1999), residente e domiciliada Rua Rogério Gorgaves, 106, Jardim Tomé, Embu das Artes, SP, filha de CÉSAR SILVA OLIVEIRA e de MARIA DA PENHA FERNANDES.: [198, 487, 370, 554]
notice-object: OBJETO: Aquisição de impressora DRY com nobreak para aparelho de raio-X digital e películas especiais para radiologia digital (películas radiográficas) para atender as demandas do Pronto Atendimento Reynaldo Guerra e PSF's do Município de Cajati - S.: [787, 1344, 984, 1405]
section-label: Proclamas: [18, 70, 188, 96]
notice-title: PREFEITURA MUNICIPAL DE EMBU DAS ARTES: [823, 343, 980, 364]
list-item: NATANAEL PEREIRA SILVA, estado civil solteiro, profissão marceneiro, nascido em Itapecerica da Serra, SP no dia primeiro de setembro de mil novecentos e noventa e cinco (01/09/1995), residente e domiciliado Rua Silvino Alves Costa, 33, Jardim Pinheirinho, Embu das Artes, SP, filho de NELSON SILVA e de MARTA PEREIRA DA SILVA. WILMA APARECIDA DOS SANTOS SOUZA, estado civil solteira, profissão do lar, nascida em São Paulo, SP no dia quatorze de outubro de dois mil e um (14/10/2001), residente e domiciliada Estrada São Judas, 15, Bl. A, condomínio Parque Florest. Esplanada, Embu das Artes, SP, filha de ACEL DE JESUS PEREIRA SOUZA e de ELIANE APARECIDA SIMÕES.: [198, 129, 370, 203]
notice-state: ESTADO DE SÃO PAULO: [872, 1293, 931, 1299]
notice-body: A Prefeitura do Município de São Miguel Arcanjo, através do Setor de Compras, faz saber a quantos possa interessar que, se acha aberta licitação na Modalidade Tomada de Preços nº 19/2021, do tipo menor preço Global, destinada a seleção da proposta mais vantajosa para Contratação de Empresa para CONSTRUÇÃO DA REDE DE DISTRIBUIÇÃO DE ÁGUA E REDE COLETORA DE ESGOTO (REDES INTERNAS) NO POLO INDUSTRIAL NELSON JOSÉ DA SILVA • VEREADOR NELSON CARRIOLA, localizado no Polo Industrial Nelson José da Silva • Vereador Nelson Carriola, município de São Miguel Arcanjo SP. Coordenadas: 23º53'26.50"S, 47º59'18.20"O, conforme especificações e quantidades contidas no ANEXO I. Edital através de correspondência eletrônica e-mail, solicitando através: compras01@saomiguelarcanjo.sp.gov.br, compras@saomiguelarcanjo.sp.gov.br, ou site www.saomiguelarcanjo.sp.gov.br, sem ônus aos interessados solicitantes. Encerramento dia 09/16 horas do dia 14 de dezembro de 2021. Informações das 8:00 às 17:00 horas, Endereço: Praça Antonio Ferreira Leme, nº 53, centro, SMA. Telefone (15) 3279-8000. São Miguel Arcanjo, 29 de novembro de 2021. Paulo Ricardo da Silva • Prefeito Municipal.: [785, 114, 986, 243]
publication-logo: [18, 14, 246, 45]
notice-title: PREFEITURA MUNICIPAL DE CAJATI: [616, 1409, 747, 1431]
registry-city: Embu das Artes - SP - CEP: 06804-180: [57, 139, 151, 146]
list-item: ELINALDO DOS SANTOS, estado civil solteiro, profissão pintor, nascido em Araci, BA no dia primeiro de dezembro de mil novecentos e oitenta e oito (19/01/1982), residente e domiciliado Estrada São Judas, 127, Bairro Geral, Embu das Artes, SP, filho de ANTONIO DOS SANTOS e de CARLEIDE DE ALEXANDRINO DOS SANTOS. GISLAINE BONFIM LOPES, estado civil solteira, profissão operadora de caixa, nascida em Carapicuíba, SP no dia dezessete de julho de mil novecentos e oitenta e oito (17/07/1988), residente e domiciliada Estrada São Judas, 127, Bocacieira, Embu das Artes, SP, filha de JOSE PEREIRA LOPES e de MARIA VALDECI BONFIM.: [198, 342, 370, 410]
notice-subtitle: COORDENADORIA EXECUTIVA DE GESTÃO: [605, 111, 722, 118]
notice-role: Prefeito Municipal: [631, 1309, 696, 1319]
list-item: TIAGO PINTO DE SOUZA, estado civil solteiro, profissão ajudante de caminhão, nascido em São Paulo, SP no dia vinte e quatro de novembro de mil novecentos e noventa e nove (24/11/1999), residente e domiciliado Avenida Dos Robsonos, 229, Vila 18, Jardim Vazante, Embu das Artes, SP, filho de RODRIGO SILVA DE SOUZA e de VALDICLEIDE PINTO NUNES. CAROLINE LOPES SANTOS DA PAZ, estado civil solteira, profissão do lar, nascida em Taboão da Serra, SP no dia oito de fevereiro de dois mil (02/11/2002), residente e domiciliada Avenida Dos Robsonos, 229, Vila 18, Jardim Vazante, Embu das Artes, SP, filha de JOSÉ VANEY DA PAZ e de EVANGELINA LOPES SANTOS DA PAZ.: [198, 1080, 370, 1147]
list-item: CLAUDIO LOPES DA SILVA, estado civil solteiro, profissão autônomo, nascido em São Paulo, SP no dia cinco de junho de mil novecentos e oitenta e um (05/06/1981), residente e domiciliado Rua Sebastião Antônio de Jesus Lins, 249, Jardim Bruce, Embu das Artes, SP, filho de JORGE LOPES DA SILVA e de ANANAELIA PINTO DA SILVA. JULIANA MARIA DA SILVA, estado civil solteira, profissão cabeleireira, nascida em Timbaúba, PE no dia vinte e oito de outubro de mil novecentos e oitenta e oito (28/10/1988), residente e domiciliada Rua Sebastião Antonio de Jesus Lins, 249, Jardim Bruce, Embu das Artes, SP, filha de SEVERINA MARIA DA SILVA.: [198, 273, 370, 341]
araraquara-crest-icon: [651, 67, 677, 93]
list-item: MARCELO OLIVEIRA SILVA, estado civil solteiro, profissão porteiro, nascido em Taboão da Serra, SP no dia vinte e seis de junho de dois mil e um (26/06/2001), residente e domiciliado Rua Santa Búzios, 161, Jardim Vista Alegre, Embu das Artes, SP, filho de EDISON JOSÉ DA SILVA e de EDNA GOMES DE OLIVEIRA. GIOVANNA SANTOS ZAFALAN, estado civil solteira, profissão analista de relacionamento, nascida em São Paulo, SP no dia vinte e quatro de fevereiro de mil novecentos e noventa e sete (24/02/1997), residente e domiciliada Rua Santa Búzios, 161, Jardim Vista Alegre, Embu das Artes, SP, filha de VALDEMAR ZAFALAN e de LUZINETE DA SILVA SANTOS.: [18, 472, 190, 539]
notice-process: PROCESSO Nº 1604/2021: [849, 106, 922, 112]
notice-signer: LUIZ HENRIQUE KOGA: [622, 1660, 705, 1670]
list-item: ALEXANDRE DE ARAUJO, estado civil divorciado, profissão pedreiro, nascido em Guaratinguetá, SP no dia quatro de setembro de mil novecentos e setenta e oito (27/03/1987), residente e domiciliado Rua Fonseca, 29, Jardim Vista Alegre, Embu das Artes, SP, filho de ELOI JOSE DE ARAUJO e de LEONICE PRESTES DE ARAUJO. VALCIRA SANTOS, estado civil solteira, profissão promotora de vendas, nascida em Jequié, BA no dia treze de agosto de mil novecentos e oitenta e oito (13/08/1988), residente e domiciliada Rua Bate Estaca, 57, casa 01, Jardim do Engenho, Embu das Artes, SP, filha de CARMELITO FRANCISCO SANTOS e de MARIA JESUS DOS SANTOS.: [378, 852, 550, 920]
cajati-crest-icon: [566, 1051, 596, 1085]
list-item: ADINAEL DE JESUS CARDOSO, estado civil solteiro, profissão operador logístico, nascido em Santo Antônio de Jesus, BA no dia vinte e dois de novembro de mil novecentos e noventa e dois (22/11/1992), residente e domiciliado Rua Doutor Jorge Badaiquê, 20, Jardim Ritinha, Embu das Artes, SP, filho de NATANAEL MACENA CARDOSO e de JACIARA SILVA DE JESUS CARDOSO. VITÓRIA LETÍCIA SILVA SANTOS, estado civil solteira, profissão do lar, nascida em São Paulo, SP no dia vinte de maio de dois mil e três (20/05/2003), residente e domiciliada Rua Doutor Jorge Badaiquê, 20, Jardim Mimas, Embu das Artes, SP, filha de EDSON DA SILVA SANTOS e de ERIKA DA SILVA.: [18, 327, 190, 395]
notice-date: Cajati, 29 de novembro de 2021.: [824, 1555, 947, 1566]
proclamas-column-3: [378, 60, 550, 1770]
list-item: MAURICIO PROVAZZI, estado civil divorciado, profissão vigilante, nascido em Embu das Artes, SP no dia vinte e seis de março de mil novecentos e sessenta e quatro (26/03/1964), residente e domiciliado Rua Marciurú, 31, casa 02, Jardim Novo Embu, Embu das Artes, SP, filho de LUIZ PROVAZZI e de APARECIDA MARIA DE JESUS. ADENAIDA MARIA DA SILVA, estado civil divorciada, profissão cuidadora, nascida em Planaltino, BA no dia sete de fevereiro de mil novecentos e setenta e sete (07/02/1977), residente e domiciliada Rua Marciurú, 31, casa 02, Jardim Novo Embu, Embu das Artes, SP, filha de CLARINDO MARIA DA SILVA.: [18, 913, 190, 980]
list-item: MAURICIO JOSÉ PEREIRA DE ALMEIDA, estado civil solteiro, profissão autônomo, nascido em Itaramuru, PE no dia vinte e sete de outubro de mil novecentos e noventa e oito (27/10/1998), residente e domiciliado Rua Pacambu, 60, Jardim Santa Tereza, Embu das Artes, SP, filho de ALANO HUGO ALVES DE ALMEIDA e de MARIA ELIZANGELA PEREIRA DE ARAUJO ALMEIDA. CAMILA ARAUJO CARNEIRO, estado civil solteira, profissão do lar, nascida em São Roque, SP no dia dezenove de fevereiro de mil novecentos e noventa e oito (19/02/1998), residente e domiciliada Rua Pacambu, 50, Jardim Santa Tereza, Embu das Artes, SP, filha de CELSO FRANCISCO CARNEIRO e de DISIMARE ARAUJO XAVIER CARNEIRO.: [18, 837, 190, 911]
notice-date: Taboão da Serra, 29 de novembro de 2021.: [804, 1064, 967, 1075]
notice-subtitle: SECRETARIA MUNICIPAL DE EDUCAÇÃO: [608, 105, 719, 112]
page-header: [18, 12, 993, 52]
pregao-062: [787, 411, 984, 462]
notice-info: A informação dos dados para acesso deve ser feita através do site: www.araraquara.sp.gov.br no Portal de Transparência Municipal ou pelo e-mail: licitacaoeduca@educararaquara.com.: [566, 265, 761, 305]
